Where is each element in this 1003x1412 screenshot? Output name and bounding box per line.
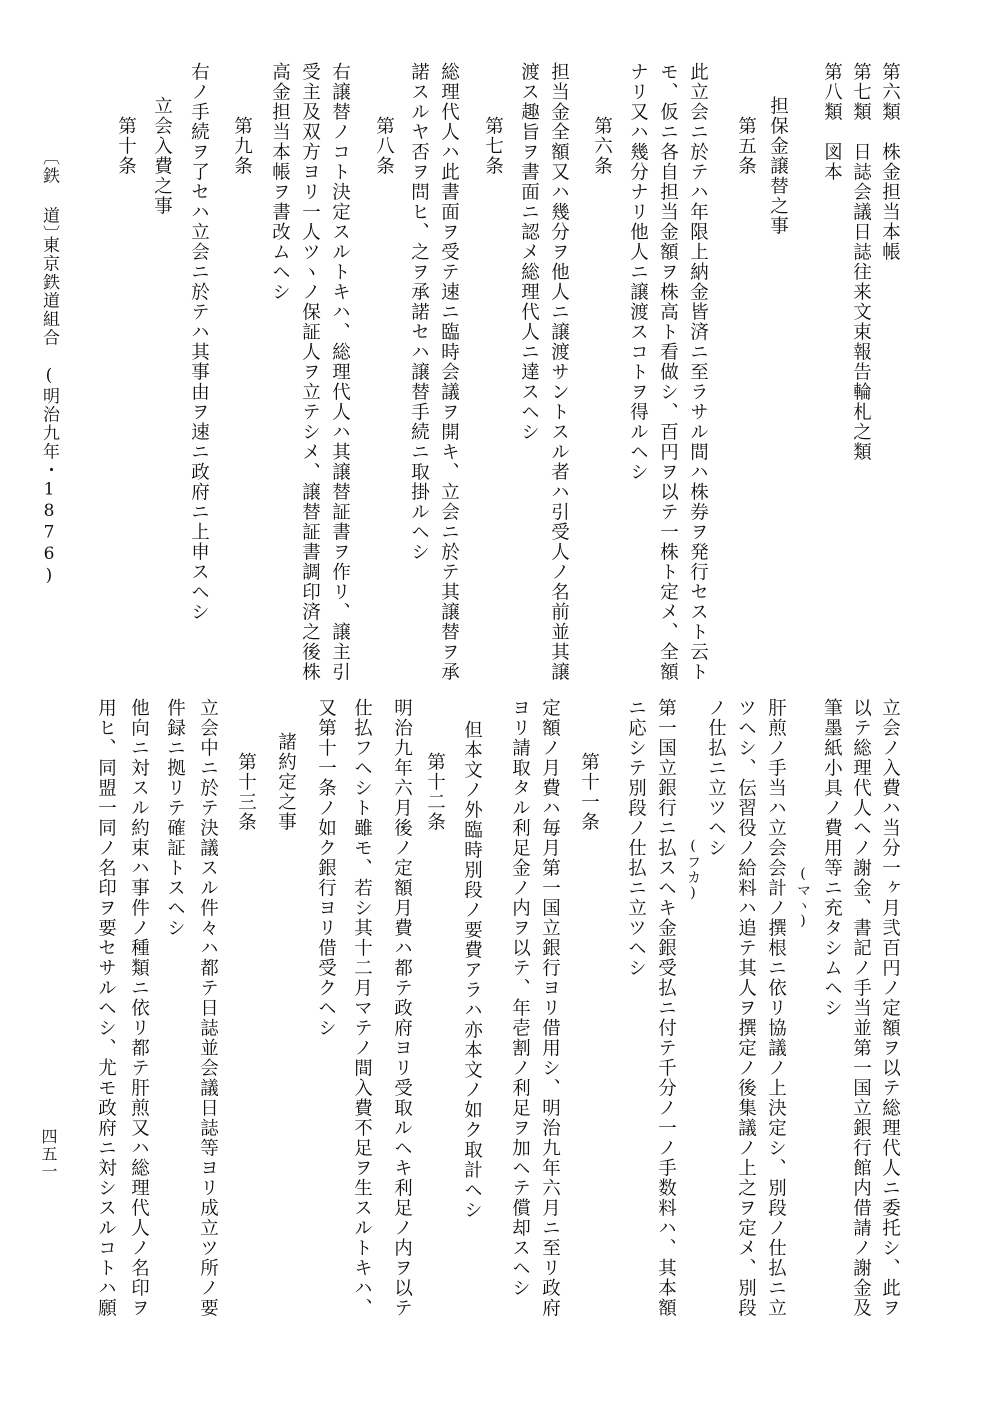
article-heading: 第五条 — [735, 116, 757, 176]
text-line: 高金担当本帳ヲ書改ムヘシ — [269, 62, 291, 302]
text-line: 受主及双方ヨリ一人ツヽノ保証人ヲ立テシメ、譲替証書調印済之後株 — [299, 62, 321, 682]
text-line: 此立会ニ於テハ年限上納金皆済ニ至ラサル間ハ株券ヲ発行セスト云ト — [687, 62, 709, 682]
text-line: 右ノ手続ヲ了セハ立会ニ於テハ其事由ヲ速ニ政府ニ上申スヘシ — [188, 62, 210, 622]
text-line: 総理代人ハ此書面ヲ受テ速ニ臨時会議ヲ開キ、立会ニ於テ其譲替ヲ承 — [438, 62, 460, 682]
text-line: 第七類 日誌会議日誌往来文束報告輪札之類 — [850, 62, 872, 462]
article-heading: 第七条 — [482, 116, 504, 176]
text-line: 担当金全額又ハ幾分ヲ他人ニ譲渡サントスル者ハ引受人ノ名前並其譲 — [548, 62, 570, 682]
text-line: 渡ス趣旨ヲ書面ニ認メ総理代人ニ達スヘシ — [518, 62, 540, 442]
text-line: 他向ニ対スル約束ハ事件ノ種類ニ依リ都テ肝煎又ハ総理代人ノ名印ヲ — [128, 698, 150, 1318]
text-line: ツヘシ、伝習役ノ給料ハ追テ其人ヲ撰定ノ後集議ノ上之ヲ定メ、別段 — [735, 698, 757, 1318]
page-number: 四五一 — [39, 1128, 58, 1181]
text-line: ナリ又ハ幾分ナリ他人ニ譲渡スコトヲ得ルヘシ — [627, 62, 649, 482]
text-line: 第八類 図本 — [821, 62, 843, 182]
text-line: 第一国立銀行ニ払スヘキ金銀受払ニ付テ千分ノ一ノ手数料ハ、其本額 — [655, 698, 677, 1318]
text-line: 立会中ニ於テ決議スル件々ハ都テ日誌並会議日誌等ヨリ成立ツ所ノ要 — [197, 698, 219, 1318]
text-line: 立会ノ入費ハ当分一ヶ月弐百円ノ定額ヲ以テ総理代人ニ委托シ、此ヲ — [879, 698, 901, 1318]
category-label: 〔鉄 道〕 — [39, 148, 59, 244]
text-line: ヨリ請取タル利足金ノ内ヲ以テ、年壱割ノ利足ヲ加ヘテ償却スヘシ — [509, 698, 531, 1298]
text-line: 但本文ノ外臨時別段ノ要費アラハ亦本文ノ如ク取計ヘシ — [461, 720, 483, 1220]
ruby-annotation: (フカ) — [685, 838, 701, 902]
section-heading: 担保金譲替之事 — [767, 96, 789, 236]
text-line: 明治九年六月後ノ定額月費ハ都テ政府ヨリ受取ルヘキ利足ノ内ヲ以テ — [391, 698, 413, 1318]
ruby-annotation: (マヽ) — [795, 866, 811, 930]
text-line: 又第十一条ノ如ク銀行ヨリ借受クヘシ — [315, 698, 337, 1038]
text-line: ニ応シテ別段ノ仕払ニ立ツヘシ — [625, 698, 647, 978]
text-line: 肝煎ノ手当ハ立会会計ノ撰根ニ依リ協議ノ上決定シ、別段ノ仕払ニ立 — [765, 698, 787, 1318]
text-line: 諾スルヤ否ヲ問ヒ、之ヲ承諾セハ譲替手続ニ取掛ルヘシ — [408, 62, 430, 562]
text-line: 仕払フヘシト雖モ、若シ其十二月マテノ間入費不足ヲ生スルトキハ、 — [351, 698, 373, 1318]
text-line: 以テ総理代人ヘノ謝金、書記ノ手当並第一国立銀行館内借請ノ謝金及 — [850, 698, 872, 1318]
source-label: 東京鉄道組合 (明治九年・1876) — [39, 236, 59, 587]
text-line: ノ仕払ニ立ツヘシ — [705, 698, 727, 858]
article-heading: 第八条 — [373, 116, 395, 176]
text-line: 件録ニ拠リテ確証トスヘシ — [164, 698, 186, 938]
article-heading: 第十条 — [115, 116, 137, 176]
article-heading: 第十二条 — [424, 752, 446, 832]
text-line: 筆墨紙小具ノ費用等ニ充タシムヘシ — [821, 698, 843, 1018]
text-line: 右譲替ノコト決定スルトキハ、総理代人ハ其譲替証書ヲ作リ、譲主引 — [329, 62, 351, 682]
section-heading: 立会入費之事 — [151, 96, 173, 216]
article-heading: 第十三条 — [235, 752, 257, 832]
text-line: 第六類 株金担当本帳 — [879, 62, 901, 262]
article-heading: 第九条 — [231, 116, 253, 176]
text-line: モ、仮ニ各自担当金額ヲ株高ト看做シ、百円ヲ以テ一株ト定メ、全額 — [657, 62, 679, 682]
text-line: 定額ノ月費ハ毎月第一国立銀行ヨリ借用シ、明治九年六月ニ至リ政府 — [539, 698, 561, 1318]
text-line: 用ヒ、同盟一同ノ名印ヲ要セサルヘシ、尤モ政府ニ対シスルコトハ願 — [95, 698, 117, 1318]
article-heading: 第十一条 — [578, 752, 600, 832]
article-heading: 第六条 — [591, 116, 613, 176]
section-heading: 諸約定之事 — [275, 732, 297, 832]
